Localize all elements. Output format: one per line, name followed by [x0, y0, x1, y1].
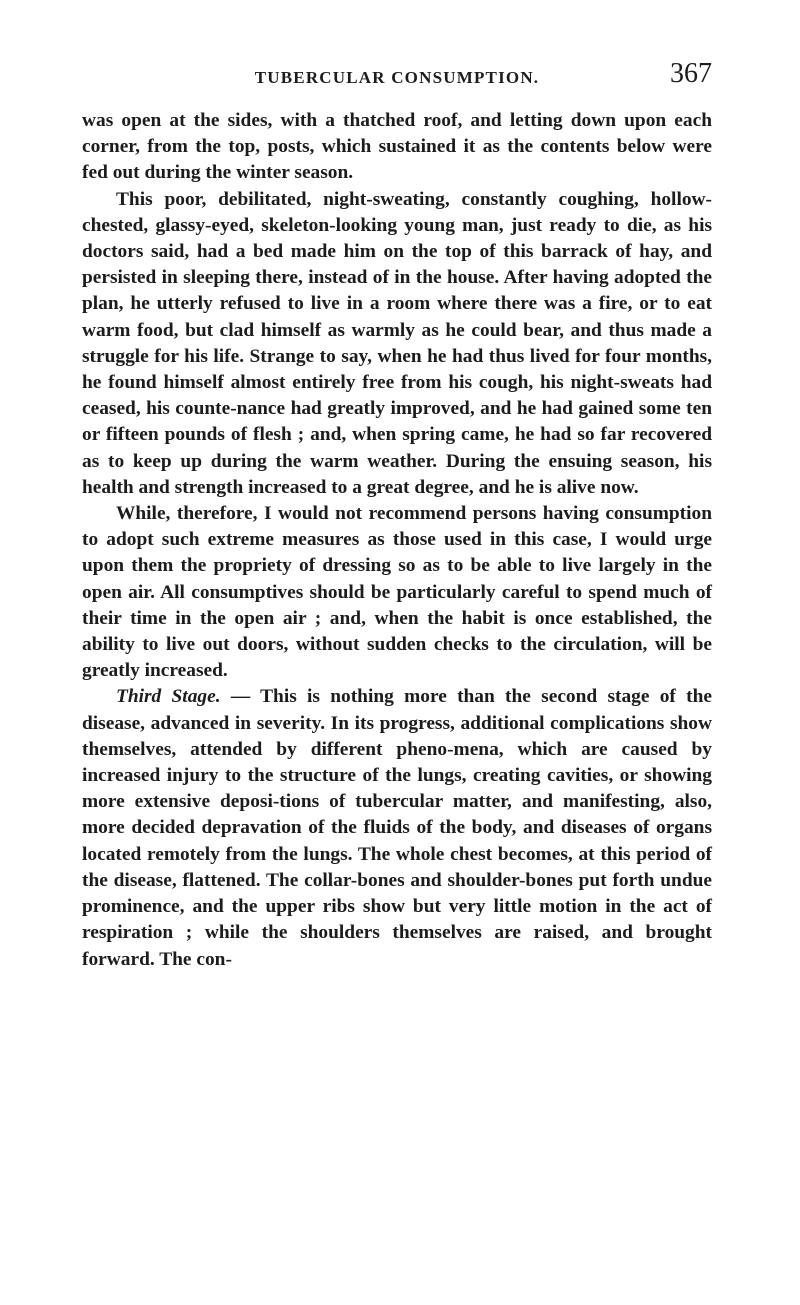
paragraph-recommendation: While, therefore, I would not recommend persons having consumption to adopt such extreme measures as those used in this case, I would urge upon them the propriety of dressing so as to be able to live largely in the open air. All consumptives should be particularly careful to spend much of their time in the open air ; and, when the habit is once established, the ability to live out doors, without sudden checks to the circulation, will be greatly increased.	[82, 503, 712, 682]
running-title: TUBERCULAR CONSUMPTION.	[254, 68, 540, 87]
paragraph-young-man: This poor, debilitated, night-sweating, constantly coughing, hollow-chested, glassy-eyed, skeleton-looking young man, just ready to die, as his doctors said, had a bed made him on the top of this barrack of hay, and persisted in sleeping there, instead of in the house. After having adopted the plan, he utterly refused to live in a room where there was a fire, or to eat warm food, but clad himself as warmly as he could bear, and thus made a struggle for his life. Strange to say, when he had thus lived for four months, he found himself almost entirely free from his cough, his night-sweats had ceased, his counte-nance had greatly improved, and he had gained some ten or fifteen pounds of flesh ; and, when spring came, he had so far recovered as to keep up during the warm weather. During the ensuing season, his health and strength increased to a great degree, and he is alive now.	[82, 188, 712, 498]
third-stage-text: — This is nothing more than the second stage of the disease, advanced in severity. In its progress, additional complications show themselves, attended by different pheno-mena, which are caused by increased injury to the structure of the lungs, creating cavities, or showing more extensive deposi-tions of tubercular matter, and manifesting, also, more decided depravation of the fluids of the body, and diseases of organs located remotely from the lungs. The whole chest becomes, at this period of the disease, flattened. The collar-bones and shoulder-bones put forth undue prominence, and the upper ribs show but very little motion in the act of respiration ; while the shoulders themselves are raised, and brought forward. The con-	[82, 686, 712, 970]
page-number: 367	[670, 58, 712, 89]
paragraph-continuation: was open at the sides, with a thatched roof, and letting down upon each corner, from the top, posts, which sustained it as the contents below were fed out during the winter season.	[82, 110, 712, 184]
body-text	[82, 108, 712, 973]
running-head	[82, 58, 712, 98]
third-stage-heading: Third Stage.	[116, 686, 221, 708]
paragraph-third-stage	[82, 684, 712, 972]
